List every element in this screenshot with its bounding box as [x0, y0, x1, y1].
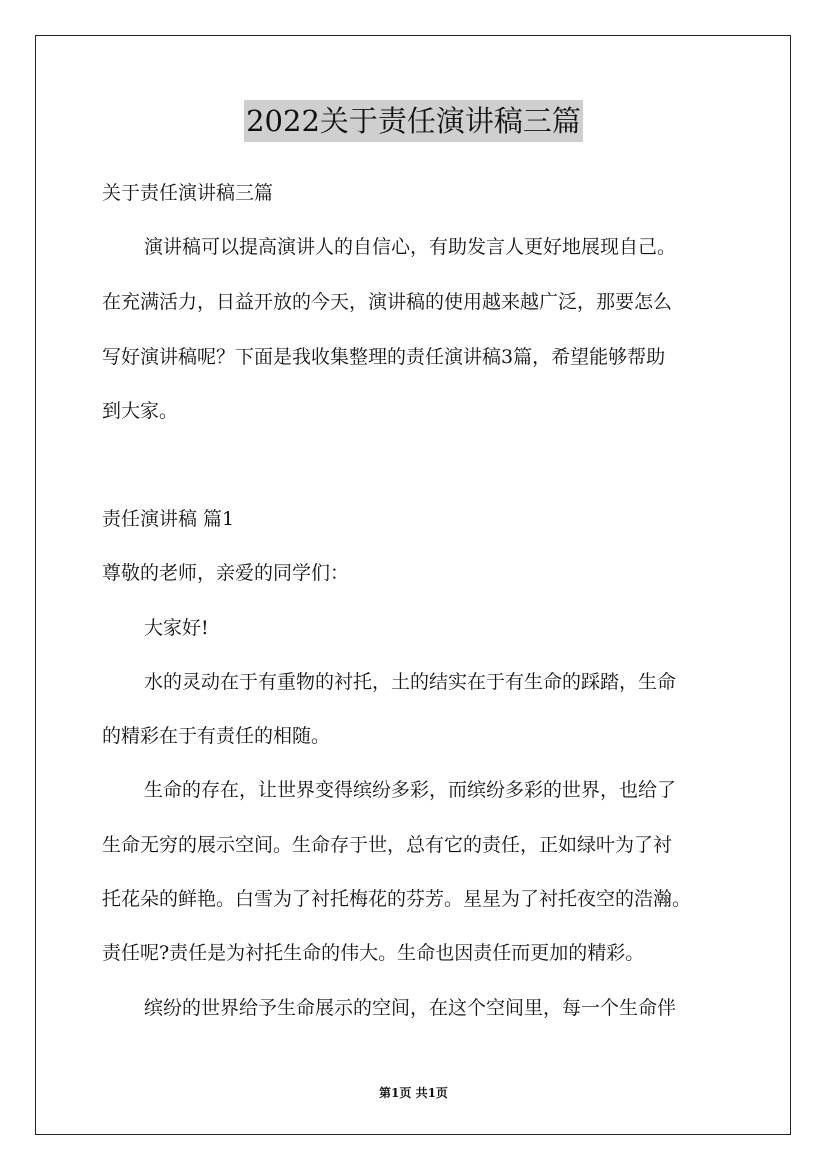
intro-line-3: 写好演讲稿呢？下面是我收集整理的责任演讲稿3篇，希望能够帮助 — [102, 346, 666, 368]
paragraph-3-line-1: 缤纷的世界给予生命展示的空间，在这个空间里，每一个生命伴 — [144, 997, 677, 1019]
intro-line-4: 到大家。 — [102, 400, 179, 422]
paragraph-2-line-3: 托花朵的鲜艳。白雪为了衬托梅花的芬芳。星星为了衬托夜空的浩瀚。 — [102, 888, 692, 910]
paragraph-1-line-1: 水的灵动在于有重物的衬托，土的结实在于有生命的踩踏，生命 — [144, 671, 677, 693]
document-subtitle: 关于责任演讲稿三篇 — [102, 182, 274, 204]
salutation: 尊敬的老师，亲爱的同学们： — [102, 562, 350, 584]
section-heading: 责任演讲稿 篇1 — [102, 508, 235, 530]
paragraph-2-line-2: 生命无穷的展示空间。生命存于世，总有它的责任，正如绿叶为了衬 — [102, 834, 673, 856]
page-footer — [0, 1085, 827, 1101]
paragraph-2-line-1: 生命的存在，让世界变得缤纷多彩，而缤纷多彩的世界，也给了 — [144, 779, 677, 801]
greeting: 大家好! — [144, 617, 209, 639]
intro-line-2: 在充满活力，日益开放的今天，演讲稿的使用越来越广泛，那要怎么 — [102, 291, 673, 313]
document-title: 2022关于责任演讲稿三篇 — [244, 100, 583, 142]
title-container — [0, 100, 827, 142]
paragraph-1-line-2: 的精彩在于有责任的相随。 — [102, 725, 331, 747]
paragraph-2-line-4: 责任呢?责任是为衬托生命的伟大。生命也因责任而更加的精彩。 — [102, 942, 645, 964]
page-number: 第1页 共1页 — [379, 1086, 448, 1100]
intro-line-1: 演讲稿可以提高演讲人的自信心，有助发言人更好地展现自己。 — [144, 236, 677, 258]
